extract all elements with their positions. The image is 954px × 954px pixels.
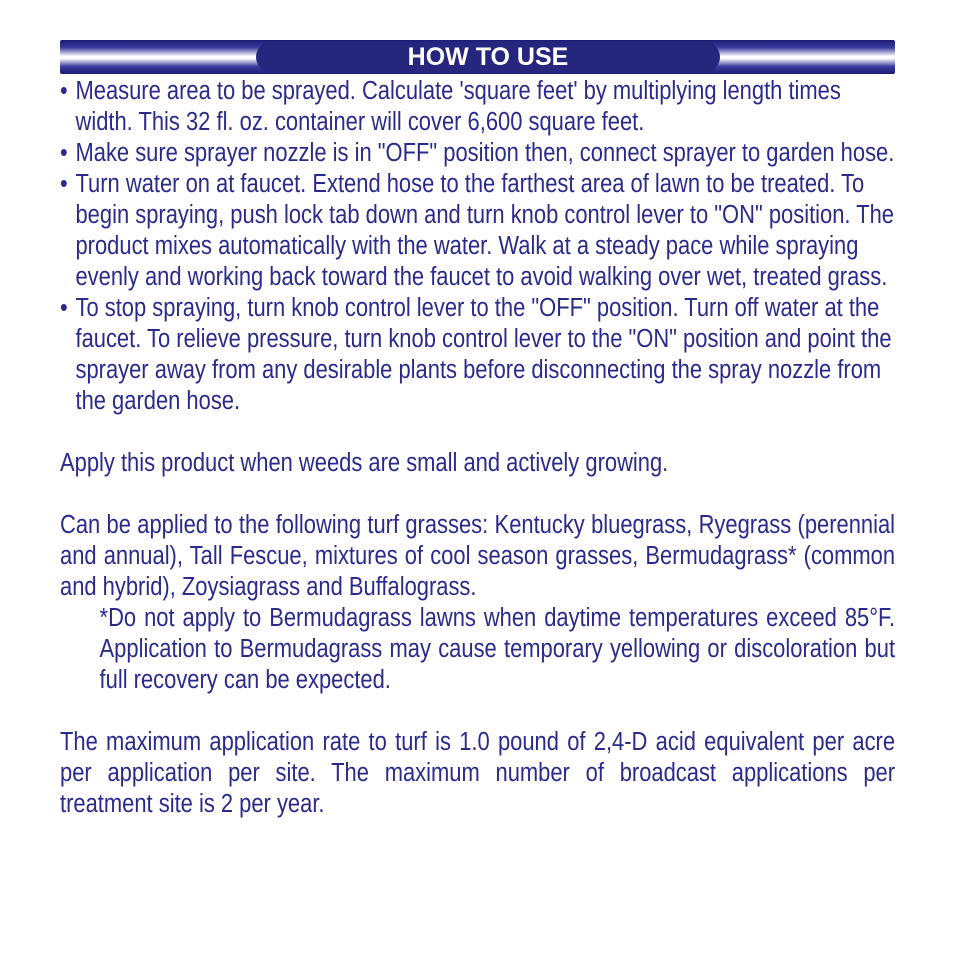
how-to-use-panel (60, 40, 895, 820)
usage-step (60, 76, 895, 138)
usage-step (60, 169, 895, 293)
max-rate-paragraph: The maximum application rate to turf is 1.0 pound of 2,4-D acid equivalent per acre per application per site. The maximum number of broadcast applications per treatment site is 2 per year. (60, 728, 896, 818)
bullet-icon: • (60, 170, 68, 198)
usage-step (60, 293, 895, 417)
usage-step-text: Make sure sprayer nozzle is in "OFF" position then, connect sprayer to garden hose. (75, 139, 895, 167)
bullet-icon: • (60, 77, 68, 105)
usage-step-text: Turn water on at faucet. Extend hose to the farthest area of lawn to be treated. To begin spraying, push lock tab down and turn knob control lever to "ON" position. The product mixes automatically with the water. Walk at a steady pace while spraying evenly and working back toward the faucet to avoid walking over wet, treated grass. (75, 170, 895, 291)
turf-grasses-paragraph: Can be applied to the following turf grasses: Kentucky bluegrass, Ryegrass (perennial and annual), Tall Fescue, mixtures of cool season grasses, Bermudagrass* (common and hybrid), Zoysiagrass and Buffalograss. (60, 511, 896, 601)
section-title: HOW TO USE (256, 42, 720, 72)
usage-step (60, 138, 895, 169)
usage-step-text: Measure area to be sprayed. Calculate 'square feet' by multiplying length times width. This 32 fl. oz. container will cover 6,600 square feet. (75, 77, 841, 136)
usage-steps-list (60, 76, 895, 417)
instructions-content (60, 76, 895, 820)
bullet-icon: • (60, 139, 68, 167)
usage-step-text: To stop spraying, turn knob control lever to the "OFF" position. Turn off water at the faucet. To relieve pressure, turn knob control lever to the "ON" position and point the sprayer away from any desirable plants before disconnecting the spray nozzle from the garden hose. (75, 294, 892, 415)
section-header-bar (60, 40, 895, 74)
bermudagrass-note: *Do not apply to Bermudagrass lawns when daytime temperatures exceed 85°F. Application to Bermudagrass may cause temporary yellowing or discoloration but full recovery can be expected. (99, 604, 896, 694)
apply-when-paragraph: Apply this product when weeds are small and actively growing. (60, 449, 669, 477)
bullet-icon: • (60, 294, 68, 322)
